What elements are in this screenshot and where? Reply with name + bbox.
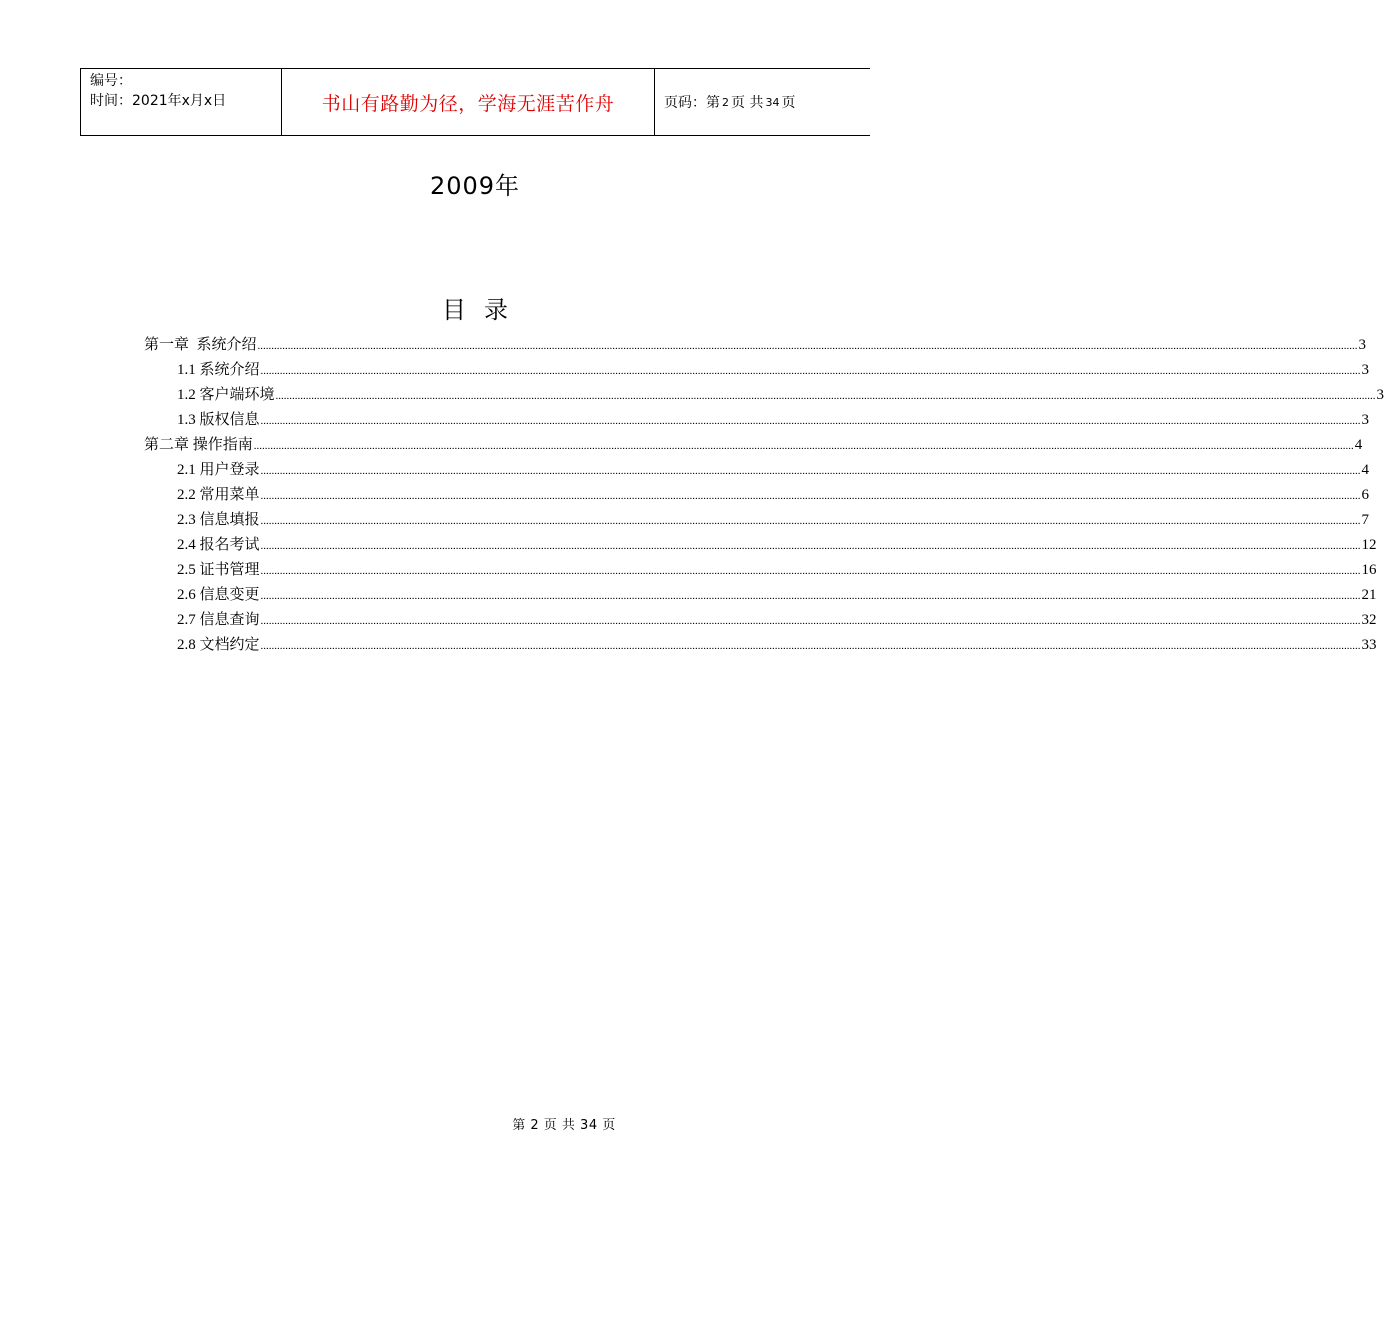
- toc-entry[interactable]: [144, 458, 1370, 483]
- toc-entry-page: 21: [1361, 587, 1377, 603]
- toc-leader-dots: ................................................................................................................................................................................................................................................................................................................................................................................................................: [260, 365, 1361, 377]
- toc-entry-label: 2.8 文档约定: [177, 637, 260, 653]
- toc-entry[interactable]: [144, 558, 1377, 583]
- toc-entry-label: 2.7 信息查询: [177, 612, 260, 628]
- toc-entry[interactable]: [144, 333, 1367, 358]
- document-year: 2009年: [429, 172, 521, 200]
- toc-entry-label: 2.4 报名考试: [177, 537, 260, 553]
- toc-leader-dots: ................................................................................................................................................................................................................................................................................................................................................................................................................: [260, 640, 1361, 652]
- header-page-suffix: 页: [781, 95, 796, 111]
- toc-title: 目录: [442, 296, 526, 324]
- toc-entry-page: 4: [1361, 462, 1370, 478]
- toc-entry-label: 2.6 信息变更: [177, 587, 260, 603]
- toc-entry-label: 第二章 操作指南: [144, 437, 253, 453]
- toc-leader-dots: ................................................................................................................................................................................................................................................................................................................................................................................................................: [260, 515, 1361, 527]
- document-time-label: 时间：2021年x月x日: [90, 93, 227, 109]
- toc-entry-page: 6: [1361, 487, 1370, 503]
- toc-entry-page: 3: [1361, 412, 1370, 428]
- toc-entry-page: 12: [1361, 537, 1377, 553]
- toc-entry-page: 4: [1354, 437, 1363, 453]
- page-footer: 第 2 页 共 34 页: [512, 1118, 616, 1133]
- header-motto-cell: [282, 69, 655, 135]
- toc-entry-label: 2.3 信息填报: [177, 512, 260, 528]
- toc-leader-dots: ................................................................................................................................................................................................................................................................................................................................................................................................................: [253, 440, 1354, 452]
- toc-entry-page: 7: [1361, 512, 1370, 528]
- toc-entry-label: 1.3 版权信息: [177, 412, 260, 428]
- toc-entry[interactable]: [144, 583, 1377, 608]
- toc-leader-dots: ................................................................................................................................................................................................................................................................................................................................................................................................................: [260, 590, 1361, 602]
- toc-entry-label: 2.5 证书管理: [177, 562, 260, 578]
- header-page-total: 34: [765, 95, 780, 109]
- toc-entry[interactable]: [144, 433, 1363, 458]
- toc-leader-dots: ................................................................................................................................................................................................................................................................................................................................................................................................................: [260, 465, 1361, 477]
- header-page-cell: [655, 69, 870, 135]
- toc-entry-page: 16: [1361, 562, 1377, 578]
- toc-entry[interactable]: [144, 358, 1370, 383]
- document-number-label: 编号：: [90, 73, 132, 89]
- toc-leader-dots: ................................................................................................................................................................................................................................................................................................................................................................................................................: [260, 490, 1361, 502]
- toc-entry-label: 第一章 系统介绍: [144, 337, 257, 353]
- toc-entry-label: 2.2 常用菜单: [177, 487, 260, 503]
- toc-entry-page: 3: [1376, 387, 1384, 403]
- header-page-prefix: 页码：第: [664, 95, 720, 111]
- header-meta-cell: [81, 69, 282, 135]
- toc-entry-label: 1.1 系统介绍: [177, 362, 260, 378]
- toc-entry-page: 32: [1361, 612, 1377, 628]
- toc-entry[interactable]: [144, 533, 1377, 558]
- toc-leader-dots: ................................................................................................................................................................................................................................................................................................................................................................................................................: [260, 415, 1361, 427]
- toc-entry-page: 3: [1358, 337, 1367, 353]
- toc-entry[interactable]: [144, 483, 1370, 508]
- toc-entry[interactable]: [144, 608, 1377, 633]
- toc-leader-dots: ................................................................................................................................................................................................................................................................................................................................................................................................................: [260, 565, 1361, 577]
- toc-leader-dots: ................................................................................................................................................................................................................................................................................................................................................................................................................: [260, 540, 1361, 552]
- header-motto: 书山有路勤为径，学海无涯苦作舟: [321, 92, 615, 115]
- toc-entry[interactable]: [144, 383, 1384, 408]
- toc-leader-dots: ................................................................................................................................................................................................................................................................................................................................................................................................................: [257, 340, 1358, 352]
- toc-entry-label: 2.1 用户登录: [177, 462, 260, 478]
- header-page-current: 2: [722, 95, 729, 109]
- toc-entry[interactable]: [144, 508, 1370, 533]
- header-table: [80, 68, 870, 136]
- toc-entry[interactable]: [144, 408, 1370, 433]
- toc-entry-label: 1.2 客户端环境: [177, 387, 275, 403]
- toc-entry-page: 3: [1361, 362, 1370, 378]
- toc-leader-dots: ................................................................................................................................................................................................................................................................................................................................................................................................................: [260, 615, 1361, 627]
- table-of-contents: [144, 333, 1384, 658]
- toc-entry[interactable]: [144, 633, 1377, 658]
- header-page-mid: 页 共: [731, 95, 764, 111]
- toc-leader-dots: ................................................................................................................................................................................................................................................................................................................................................................................................................: [275, 390, 1376, 402]
- toc-entry-page: 33: [1361, 637, 1377, 653]
